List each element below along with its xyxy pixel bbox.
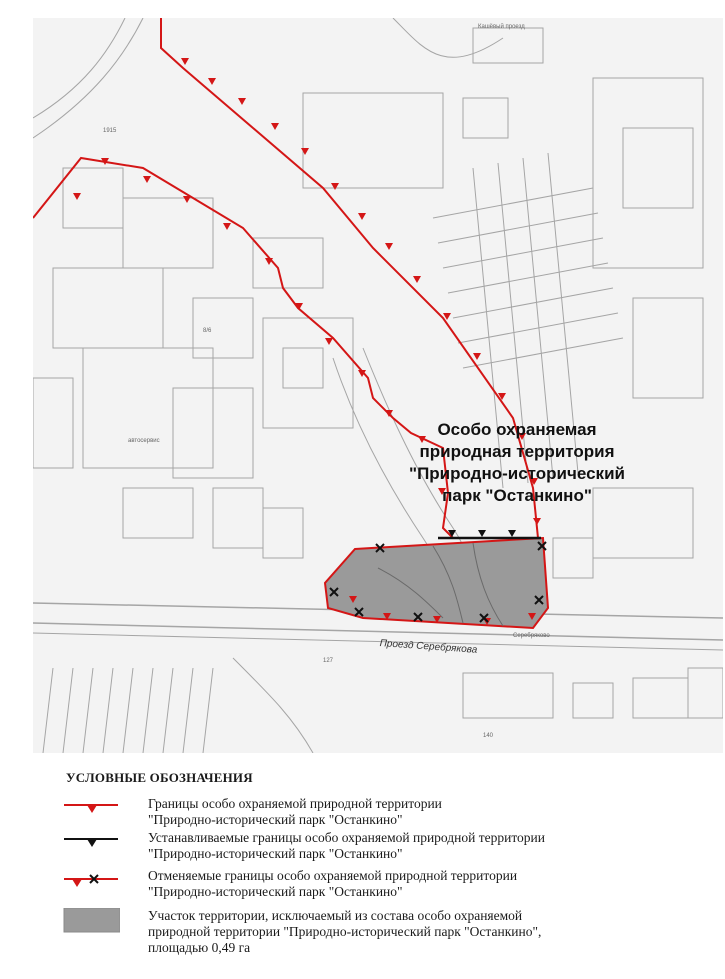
map-minor-label: Серебряково	[513, 633, 550, 639]
protected-area-label	[388, 419, 646, 507]
map-minor-label: 8/6	[203, 328, 212, 334]
excluded-area-swatch-icon	[60, 908, 120, 948]
legend-item-text: "Природно-исторический парк "Останкино"	[148, 846, 403, 861]
legend	[0, 760, 725, 979]
legend-item-text: Участок территории, исключаемый из состава особо охраняемой	[148, 908, 523, 923]
map-base-drawing	[33, 18, 723, 753]
legend-item-text: "Природно-исторический парк "Останкино"	[148, 812, 403, 827]
protected-area-label-line: Особо охраняемая	[437, 420, 597, 439]
protected-area-label-line: парк "Останкино"	[442, 486, 592, 505]
legend-item-text: Границы особо охраняемой природной территории	[148, 796, 442, 811]
map-minor-label: автосервис	[128, 438, 160, 444]
legend-title: УСЛОВНЫЕ ОБОЗНАЧЕНИЯ	[66, 770, 253, 785]
black-boundary-symbol-icon	[60, 830, 120, 870]
map-minor-label: Кашёвый проезд	[478, 24, 525, 30]
protected-area-label-line: "Природно-исторический	[409, 464, 625, 483]
legend-item-text: площадью 0,49 га	[148, 940, 251, 955]
legend-item-text: Устанавливаемые границы особо охраняемой природной территории	[148, 830, 546, 845]
legend-item-text: природной территории "Природно-исторический парк "Останкино",	[148, 924, 542, 939]
legend-item-text: "Природно-исторический парк "Останкино"	[148, 884, 403, 899]
protected-area-label-line: природная территория	[419, 442, 615, 461]
map-minor-label: 140	[483, 733, 494, 739]
street-label: Проезд Серебрякова	[379, 638, 478, 656]
legend-item-text: Отменяемые границы особо охраняемой природной территории	[148, 868, 518, 883]
map-minor-label: 127	[323, 658, 334, 664]
map-minor-label: 1915	[103, 128, 117, 134]
cancelled-boundary-symbol-icon	[60, 868, 120, 908]
site-plan-map	[33, 18, 723, 753]
